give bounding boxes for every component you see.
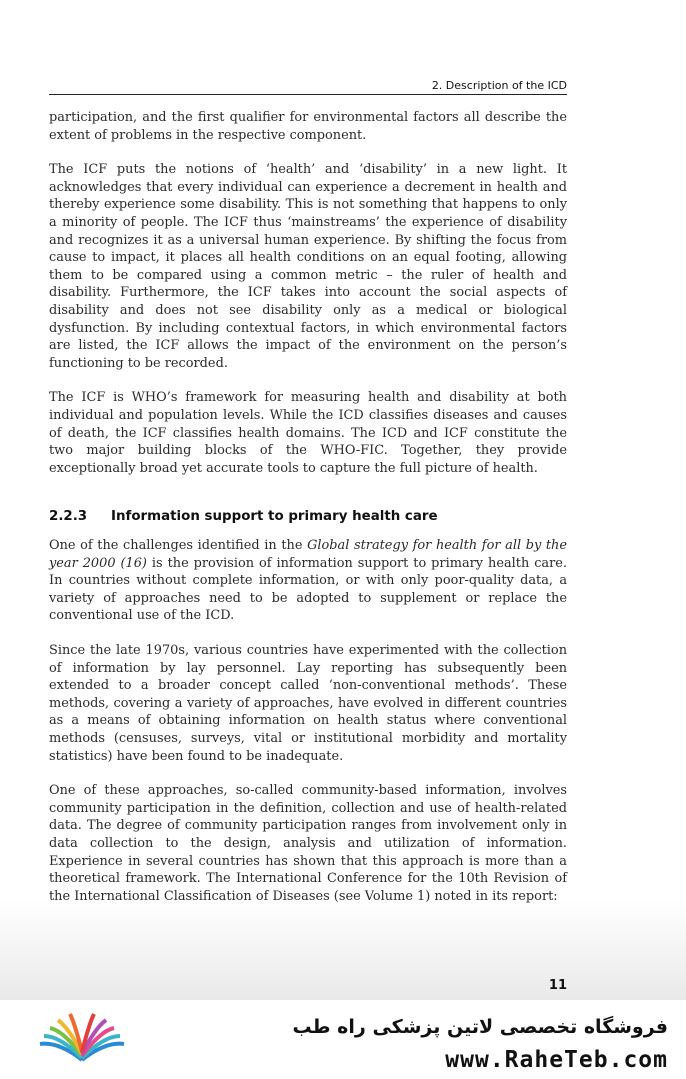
body-block-1 — [49, 109, 567, 477]
header-rule — [49, 94, 567, 95]
paragraph: One of the challenges identified in the Global strategy for health for all by the year 2000 (16) is the provision of information support to primary health care. In countries without complete information, or with only poor-quality data, a variety of approaches need to be adopted to supplement or replace the conventional use of the ICD. — [49, 538, 567, 624]
running-head: 2. Description of the ICD — [431, 79, 567, 92]
paragraph: The ICF is WHO’s framework for measuring health and disability at both individual and population levels. While the ICD classifies diseases and causes of death, the ICF classifies health domains. The ICD and ICF constitute the two major building blocks of the WHO-FIC. Together, they provide exceptionally broad yet accurate tools to capture the full picture of health. — [49, 390, 567, 476]
cited-title: Global strategy for health for all by the year 2000 (16) — [49, 538, 567, 571]
shop-name: فروشگاه تخصصی لاتین پزشکی راه طب — [292, 1016, 668, 1038]
paragraph: One of these approaches, so-called community-based information, involves community participation in the definition, collection and use of health-related data. The degree of community participation ranges from involvement only in data collection to the design, analysis and utilization of information. Experience in several countries has shown that this approach is more than a theoretical framework. The International Conference for the 10th Revision of the International Classification of Diseases (see Volume 1) noted in its report: — [49, 783, 567, 904]
section-number: 2.2.3 — [49, 509, 88, 524]
page-number: 11 — [548, 978, 567, 993]
paragraph: participation, and the first qualifier for environmental factors all describe the extent of problems in the respective component. — [49, 110, 567, 143]
section-heading — [49, 509, 567, 524]
paragraph: The ICF puts the notions of ‘health’ and ‘disability’ in a new light. It acknowledges that every individual can experience a decrement in health and thereby experience some disability. This is not something that happens to only a minority of people. The ICF thus ‘mainstreams’ the experience of disability and recognizes it as a universal human experience. By shifting the focus from cause to impact, it places all health conditions on an equal footing, allowing them to be compared using a common metric – the ruler of health and disability. Furthermore, the ICF takes into account the social aspects of disability and does not see disability only as a medical or biological dysfunction. By including contextual factors, in which environmental factors are listed, the ICF allows the impact of the environment on the person’s functioning to be recorded. — [49, 162, 567, 371]
body-block-2 — [49, 537, 567, 905]
open-book-icon — [36, 1008, 128, 1070]
section-title: Information support to primary health care — [111, 509, 438, 524]
paragraph: Since the late 1970s, various countries have experimented with the collection of information by lay personnel. Lay reporting has subsequently been extended to a broader concept called ‘non-conventional methods’. These methods, covering a variety of approaches, have evolved in different countries as a means of obtaining information on health status where conventional methods (censuses, surveys, vital or institutional morbidity and mortality statistics) have been found to be inadequate. — [49, 642, 567, 764]
shop-url: www.RaheTeb.com — [445, 1047, 668, 1073]
